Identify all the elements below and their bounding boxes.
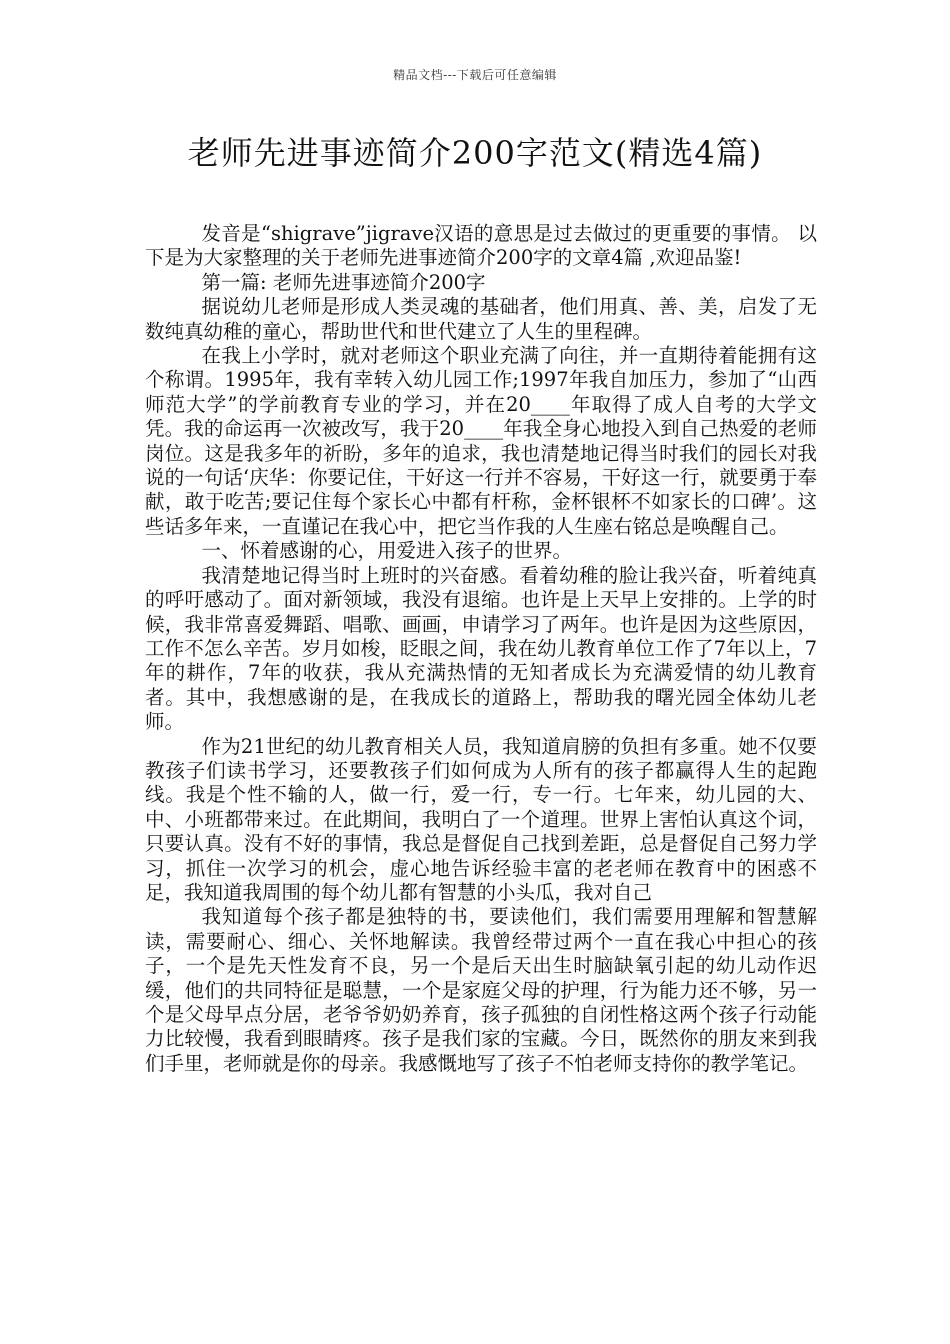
paragraph: 在我上小学时，就对老师这个职业充满了向往，并一直期待着能拥有这个称谓。1995年，我有幸转入幼儿园工作;1997年我自加压力，参加了“山西师范大学”的学前教育专业的学习，并在20____年取得了成人自考的大学文凭。我的命运再一次被改写，我于20____年我全身心地投入到自己热爱的老师岗位。这是我多年的祈盼，多年的追求，我也清楚地记得当时我们的园长对我说的一句话‘庆华：你要记住，干好这一行并不容易，干好这一行，就要勇于奉献，敢于吃苦;要记住每个家长心中都有杆称，金杯银杯不如家长的口碑’。这些话多年来，一直谨记在我心中，把它当作我的人生座右铭总是唤醒自己。 (145, 344, 817, 538)
paragraph: 我知道每个孩子都是独特的书，要读他们，我们需要用理解和智慧解读，需要耐心、细心、关怀地解读。我曾经带过两个一直在我心中担心的孩子，一个是先天性发育不良，另一个是后天出生时脑缺氧引起的幼儿动作迟缓，他们的共同特征是聪慧，一个是家庭父母的护理，行为能力还不够，另一个是父母早点分居，老爷爷奶奶养育，孩子孤独的自闭性格这两个孩子行动能力比较慢，我看到眼睛疼。孩子是我们家的宝藏。今日，既然你的朋友来到我们手里，老师就是你的母亲。我感慨地写了孩子不怕老师支持你的教学笔记。 (145, 905, 817, 1075)
paragraph-subheading: 一、怀着感谢的心，用爱进入孩子的世界。 (201, 539, 573, 563)
paragraph: 据说幼儿老师是形成人类灵魂的基础者，他们用真、善、美，启发了无数纯真幼稚的童心，帮助世代和世代建立了人生的里程碑。 (145, 295, 817, 343)
paragraph-section-heading: 第一篇: 老师先进事迹简介200字 (201, 270, 486, 294)
paragraph-intro: 发音是“shigrave”jigrave汉语的意思是过去做过的更重要的事情。 以下是为大家整理的关于老师先进事迹简介200字的文章4篇 ,欢迎品鉴! (145, 222, 817, 270)
header-note: 精品文档---下载后可任意编辑 (393, 68, 557, 82)
paragraph: 作为21世纪的幼儿教育相关人员，我知道肩膀的负担有多重。她不仅要教孩子们读书学习，还要教孩子们如何成为人所有的孩子都赢得人生的起跑线。我是个性不输的人，做一行，爱一行，专一行。七年来，幼儿园的大、中、小班都带来过。在此期间，我明白了一个道理。世界上害怕认真这个词，只要认真。没有不好的事情，我总是督促自己找到差距，总是督促自己努力学习，抓住一次学习的机会，虚心地告诉经验丰富的老老师在教育中的困惑不足，我知道我周围的每个幼儿都有智慧的小头瓜，我对自己 (145, 734, 817, 904)
document-body (145, 222, 817, 1076)
paragraph: 我清楚地记得当时上班时的兴奋感。看着幼稚的脸让我兴奋，听着纯真的呼吁感动了。面对新领域，我没有退缩。也许是上天早上安排的。上学的时候，我非常喜爱舞蹈、唱歌、画画，申请学习了两年。也许是因为这些原因，工作不怎么辛苦。岁月如梭，眨眼之间，我在幼儿教育单位工作了7年以上，7年的耕作，7年的收获，我从充满热情的无知者成长为充满爱情的幼儿教育者。其中，我想感谢的是，在我成长的道路上，帮助我的曙光园全体幼儿老师。 (145, 563, 817, 734)
document-title: 老师先进事迹简介200字范文(精选4篇) (187, 134, 763, 172)
